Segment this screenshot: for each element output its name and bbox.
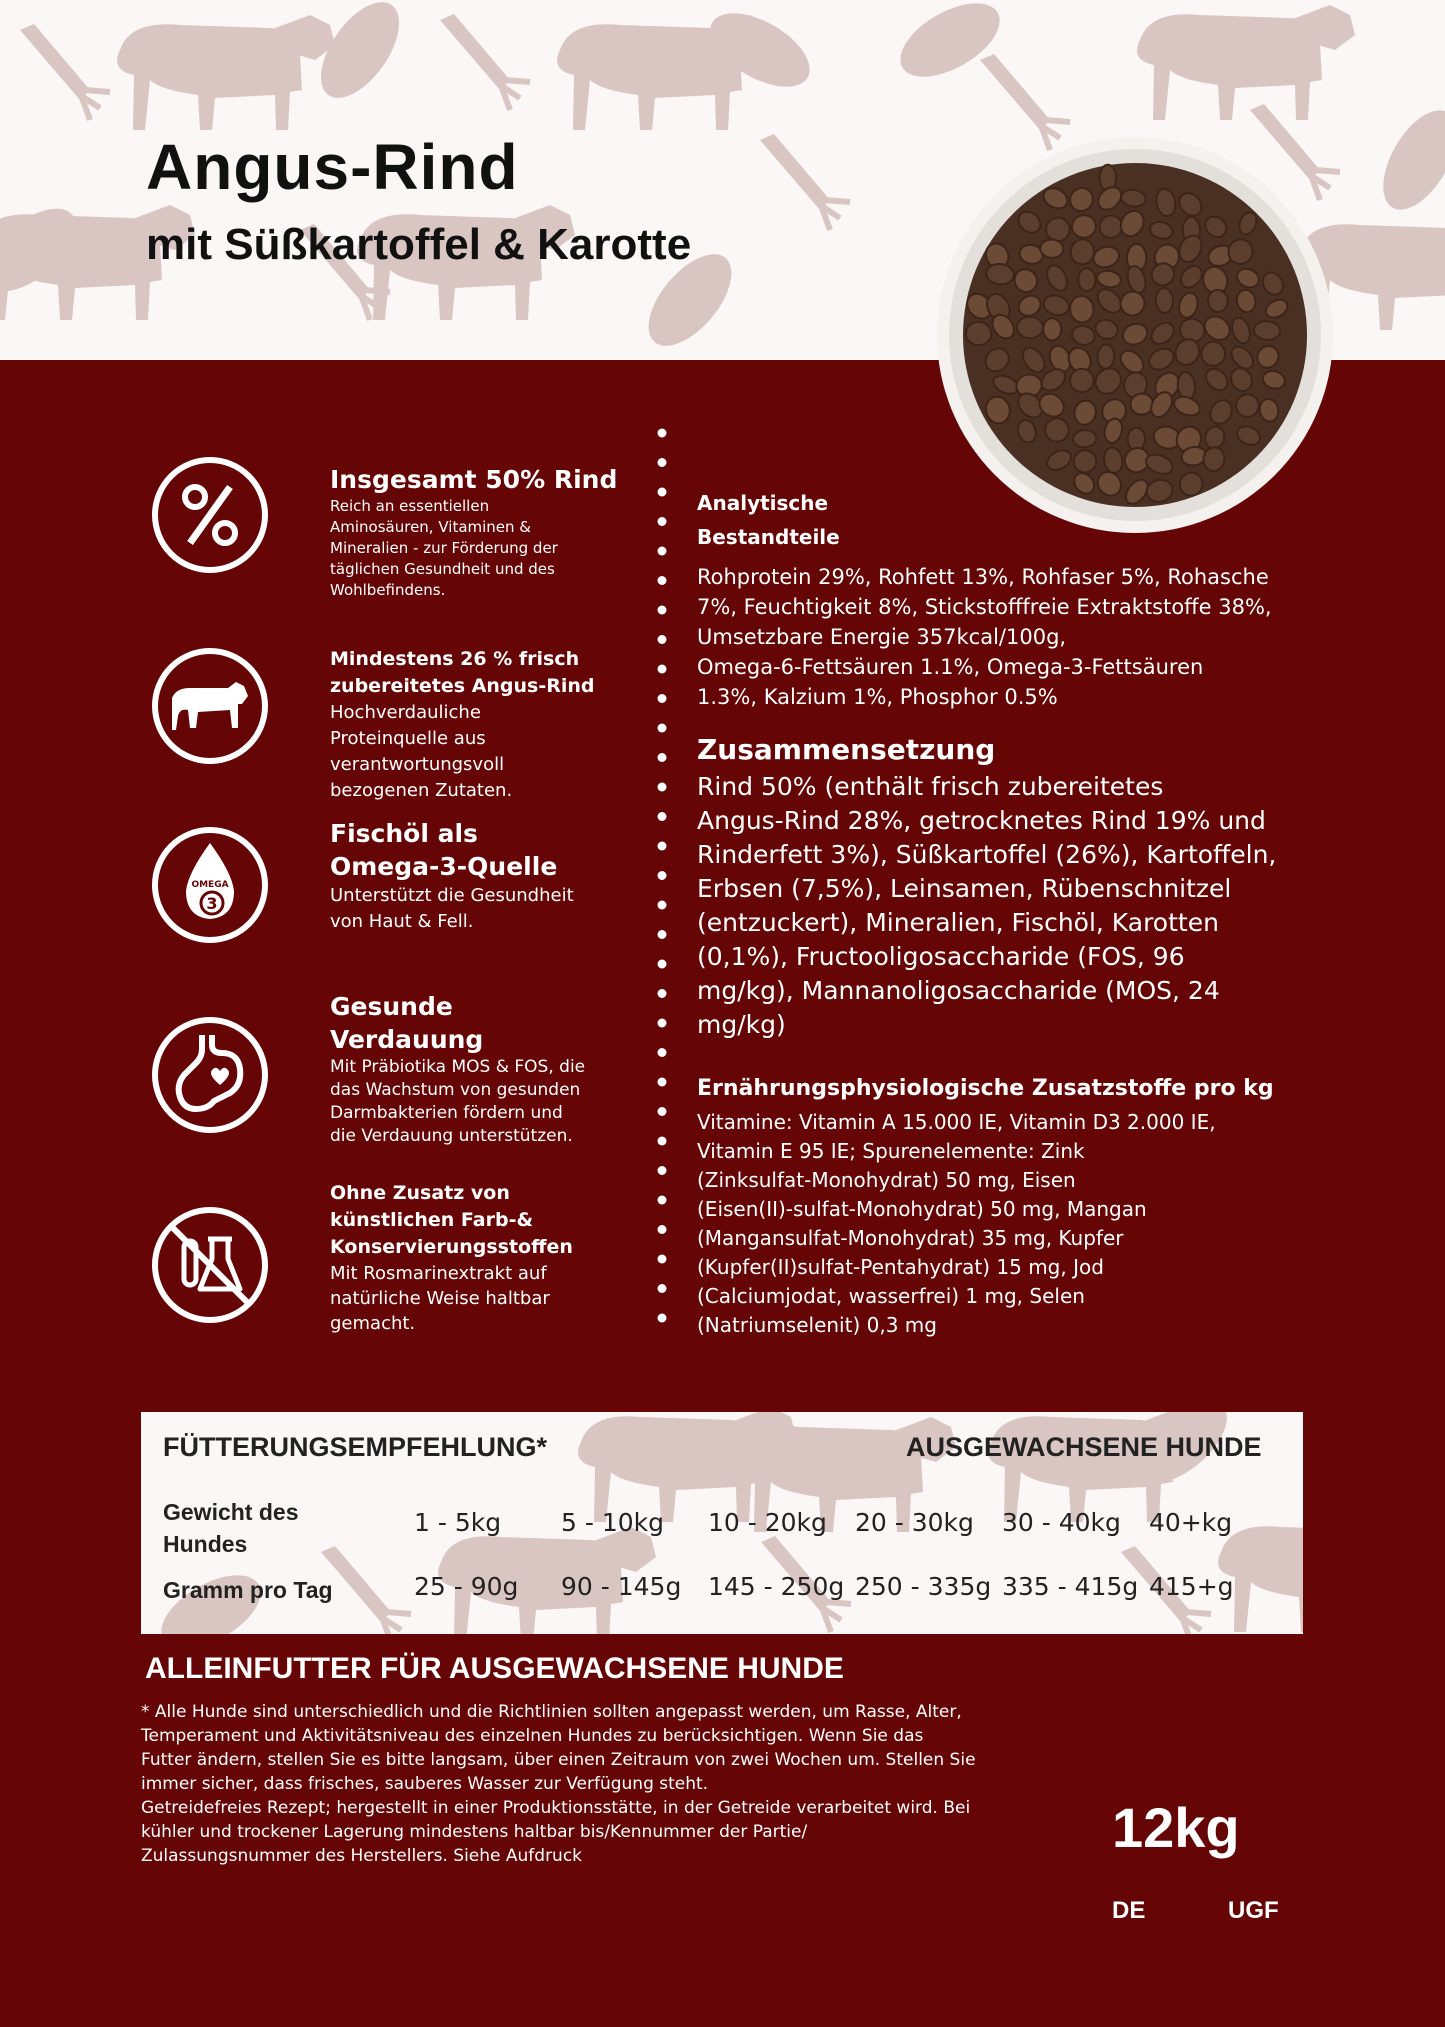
divider-dot xyxy=(658,576,667,585)
divider-dot xyxy=(658,1137,667,1146)
kibble-piece xyxy=(1043,318,1061,341)
kibble-piece xyxy=(1046,217,1070,241)
composition-text: Rind 50% (enthält frisch zubereitetes Angus-Rind 28%, getrocknetes Rind 19% und Rinderfett 3%), Süßkartoffel (26%), Kartoffeln, Erbsen (7,5%), Leinsamen, Rübenschnitzel (entzuckert), Mineralien, Fischöl, Karotten (0,1%), Fructooligosaccharide (FOS, 96 mg/kg), Mannanoligosaccharide (MOS, 24 mg/kg) xyxy=(697,772,1277,1039)
analytical-heading: Analytische Bestandteile xyxy=(697,491,840,549)
weight-cell: 10 - 20kg xyxy=(708,1508,827,1537)
divider-dot xyxy=(658,458,667,467)
feeding-target: AUSGEWACHSENE HUNDE xyxy=(906,1432,1262,1462)
feature-description: Reich an essentiellen Aminosäuren, Vitaminen & Mineralien - zur Förderung der täglichen Gesundheit und des Wohlbefindens. xyxy=(330,497,558,599)
feature-title: Ohne Zusatz von künstlichen Farb-& Konservierungsstoffen xyxy=(330,1182,573,1258)
divider-dot xyxy=(658,1078,667,1087)
divider-dot xyxy=(658,960,667,969)
feature-fish-oil xyxy=(150,819,620,965)
product-title: Angus-Rind xyxy=(146,131,519,203)
kibble-piece xyxy=(965,321,992,346)
gram-cell: 335 - 415g xyxy=(1002,1572,1139,1601)
divider-dot xyxy=(658,547,667,556)
feature-description: Unterstützt die Gesundheit von Haut & Fell. xyxy=(330,885,574,932)
additives-heading: Ernährungsphysiologische Zusatzstoffe pro kg xyxy=(697,1076,1274,1101)
feature-description: Mit Rosmarinextrakt auf natürliche Weise haltbar gemacht. xyxy=(330,1263,550,1334)
kibble-piece xyxy=(1078,268,1097,291)
analytical-text: Rohprotein 29%, Rohfett 13%, Rohfaser 5%, Rohasche 7%, Feuchtigkeit 8%, Stickstofffreie Extraktstoffe 38%, Umsetzbare Energie 357kcal/100g, Omega-6-Fettsäuren 1.1%, Omega-3-Fettsäuren 1.3%, Kalzium 1%, Phosphor 0.5% xyxy=(697,565,1272,709)
weight-cell: 40+kg xyxy=(1149,1508,1233,1537)
gram-cell: 90 - 145g xyxy=(561,1572,682,1601)
divider-dot xyxy=(658,1196,667,1205)
weight-cell: 5 - 10kg xyxy=(561,1508,664,1537)
omega-drop-icon xyxy=(150,825,270,945)
divider-dot xyxy=(658,694,667,703)
no-chemicals-icon xyxy=(150,1205,270,1325)
feature-description: Hochverdauliche Proteinquelle aus verantwortungsvoll bezogenen Zutaten. xyxy=(330,702,513,801)
divider-dot xyxy=(658,635,667,644)
gram-cell: 145 - 250g xyxy=(708,1572,845,1601)
gram-cell: 25 - 90g xyxy=(414,1572,519,1601)
percent-icon xyxy=(150,455,270,575)
divider-dot xyxy=(658,517,667,526)
kibble-bowl-image xyxy=(935,135,1335,535)
analytical-section xyxy=(697,486,1317,712)
stomach-heart-icon xyxy=(150,1015,270,1135)
omega-number: 3 xyxy=(206,894,218,913)
cow-icon xyxy=(150,646,270,766)
gram-cell: 250 - 335g xyxy=(855,1572,992,1601)
divider-dot xyxy=(658,783,667,792)
divider-dot xyxy=(658,901,667,910)
composition-heading: Zusammensetzung xyxy=(697,733,996,766)
divider-dot xyxy=(658,429,667,438)
divider-dot xyxy=(658,812,667,821)
divider-dot xyxy=(658,488,667,497)
feature-beef-percent xyxy=(150,455,620,615)
product-subtitle: mit Süßkartoffel & Karotte xyxy=(146,220,692,269)
cow-silhouette xyxy=(117,15,335,130)
feature-no-additives xyxy=(150,1182,620,1365)
kibble-piece xyxy=(1130,393,1154,416)
feeding-table xyxy=(141,1412,1303,1634)
feature-title: Fischöl als Omega-3-Quelle xyxy=(330,819,558,881)
divider-dot xyxy=(658,842,667,851)
feature-angus-fresh xyxy=(150,646,620,806)
omega-label: OMEGA xyxy=(191,880,229,890)
feature-title: Mindestens 26 % frisch zubereitetes Angus-Rind xyxy=(330,648,595,697)
weight-cell: 20 - 30kg xyxy=(855,1508,974,1537)
feature-digestion xyxy=(150,992,620,1185)
divider-dot xyxy=(658,1314,667,1323)
ugf-code: UGF xyxy=(1228,1897,1279,1924)
weight-row-label: Gewicht des Hundes xyxy=(163,1499,299,1557)
divider-dot xyxy=(658,1225,667,1234)
feature-title: Insgesamt 50% Rind xyxy=(330,465,618,494)
kibble-piece xyxy=(1155,288,1173,314)
dotted-divider xyxy=(656,427,668,1347)
kibble-piece xyxy=(1097,344,1115,369)
divider-dot xyxy=(658,753,667,762)
kibble-piece xyxy=(1201,341,1226,366)
kibble-piece xyxy=(1039,239,1064,259)
divider-dot xyxy=(658,1255,667,1264)
divider-dot xyxy=(658,871,667,880)
composition-section xyxy=(697,730,1317,1042)
divider-dot xyxy=(658,1019,667,1028)
divider-dot xyxy=(658,930,667,939)
feature-title: Gesunde Verdauung xyxy=(330,992,484,1054)
divider-dot xyxy=(658,724,667,733)
kibble-piece xyxy=(1070,238,1095,265)
feeding-note: * Alle Hunde sind unterschiedlich und die Richtlinien sollten angepasst werden, um Rasse, Alter, Temperament und Aktivitätsniveau des einzelnen Hundes zu berücksichtigen. Wenn Sie das Futter ändern, stellen Sie es bitte langsam, über einen Zeitraum von zwei Wochen um. Stellen Sie immer sicher, dass frisches, sauberes Wasser zur Verfügung steht. Getreidefreies Rezept; hergestellt in einer Produktionsstätte, in der Getreide verarbeitet wird. Bei kühler und trockener Lagerung mindestens haltbar bis/Kennummer der Partie/ Zulassungsnummer des Herstellers. Siehe Aufdruck xyxy=(141,1702,976,1866)
additives-section xyxy=(697,1072,1317,1340)
complete-food-heading: ALLEINFUTTER FÜR AUSGEWACHSENE HUNDE xyxy=(145,1652,844,1685)
feature-description: Mit Präbiotika MOS & FOS, die das Wachstum von gesunden Darmbakterien fördern und die Verdauung unterstützen. xyxy=(330,1057,586,1146)
divider-dot xyxy=(658,665,667,674)
gram-row-label: Gramm pro Tag xyxy=(163,1577,333,1603)
divider-dot xyxy=(658,1284,667,1293)
divider-dot xyxy=(658,606,667,615)
feeding-title: FÜTTERUNGSEMPFEHLUNG* xyxy=(163,1432,547,1462)
weight-cell: 1 - 5kg xyxy=(414,1508,502,1537)
language-code: DE xyxy=(1112,1897,1146,1924)
divider-dot xyxy=(658,1107,667,1116)
gram-cell: 415+g xyxy=(1149,1572,1234,1601)
divider-dot xyxy=(658,989,667,998)
divider-dot xyxy=(658,1166,667,1175)
weight-cell: 30 - 40kg xyxy=(1002,1508,1121,1537)
kibble-piece xyxy=(1017,316,1044,338)
additives-text: Vitamine: Vitamin A 15.000 IE, Vitamin D3 2.000 IE, Vitamin E 95 IE; Spurenelemente: Zink (Zinksulfat-Monohydrat) 50 mg, Eisen (Eisen(II)-sulfat-Monohydrat) 50 mg, Mangan (Mangansulfat-Monohydrat) 35 mg, Kupfer (Kupfer(II)sulfat-Pentahydrat) 15 mg, Jod (Calciumjodat, wasserfrei) 1 mg, Selen (Natriumselenit) 0,3 mg xyxy=(697,1110,1216,1337)
divider-dot xyxy=(658,1048,667,1057)
package-weight: 12kg xyxy=(1112,1796,1240,1859)
